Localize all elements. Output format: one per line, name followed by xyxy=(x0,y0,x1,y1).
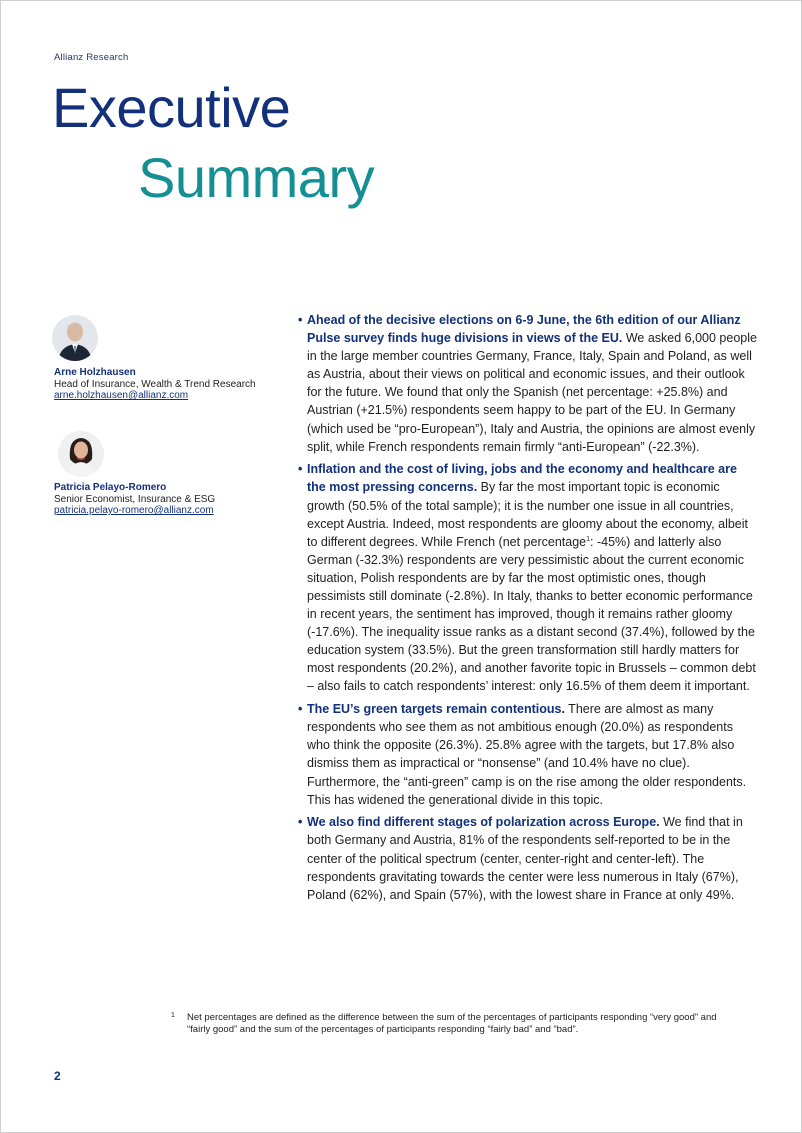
bullet-text-continued: : -45%) and latterly also German (-32.3%) respondents are very pessimistic about the current economic situation, Polish respondents are by far the most optimistic ones, though pessimists still dominate (-2.8%). In Italy, thanks to better economic performance in recent years, the sentiment has improved, though it remains rather gloomy (-17.6%). The inequality issue ranks as a distant second (37.4%), followed by the education system (33.5%). But the green transformation still hardly matters for most respondents (20.2%), and another favorite topic in Brussels – common debt – also fails to catch respondents’ interest: only 16.5% of them deem it important. xyxy=(307,534,756,694)
bullet-heading: The EU’s green targets remain contentious. xyxy=(307,702,565,717)
bullet-heading: Ahead of the decisive elections on 6-9 June, the 6th edition of our Allianz Pulse survey finds huge divisions in views of the EU. xyxy=(307,313,741,346)
bullet-text: There are almost as many respondents who see them as not ambitious enough (20.0%) as respondents who think the opposite (26.3%). 25.8% agree with the targets, but 17.8% also dismiss them as impractical or “nonsense” (and 10.4% have no clue). Furthermore, the “anti-green” camp is on the rise among the older respondents. This has widened the generational divide in this topic. xyxy=(307,702,747,807)
summary-bullet xyxy=(298,700,758,809)
author-block-1 xyxy=(54,367,274,402)
author-block-2 xyxy=(54,482,274,517)
summary-bullet xyxy=(298,460,758,695)
footnote-reference[interactable]: 1 xyxy=(586,535,591,543)
author-role: Head of Insurance, Wealth & Trend Research xyxy=(54,378,256,390)
bullet-text: We asked 6,000 people in the large member countries Germany, France, Italy, Spain and Poland, as well as Austria, about their views on political and economic issues, and their outlook for the future. We found that only the Spanish (net percentage: +25.8%) and Austrian (+21.5%) respondents seem happy to be part of the EU. In Germany (which used be “pro-European”), Italy and Austria, the opinions are almost evenly split, while French respondents remain firmly “anti-European” (-22.3%). xyxy=(307,331,757,454)
summary-content xyxy=(298,311,758,908)
bullet-heading: Inflation and the cost of living, jobs and the economy and healthcare are the most pressing concerns. xyxy=(307,462,737,495)
footnote-text: Net percentages are defined as the difference between the sum of the percentages of participants responding “very good” and “fairly good” and the sum of the percentages of participants responding “fairly bad” and “bad”. xyxy=(187,1012,717,1035)
title-executive: Executive xyxy=(52,76,291,139)
author-email-link[interactable]: patricia.pelayo-romero@allianz.com xyxy=(54,505,214,516)
summary-bullet xyxy=(298,813,758,903)
author-role: Senior Economist, Insurance & ESG xyxy=(54,493,216,505)
bullet-dot-icon: • xyxy=(298,815,303,830)
footnote xyxy=(171,1012,731,1036)
bullet-dot-icon: • xyxy=(298,313,303,327)
bullet-heading: We also find different stages of polarization across Europe. xyxy=(307,815,660,830)
bullet-dot-icon: • xyxy=(298,462,303,477)
author-email-link[interactable]: arne.holzhausen@allianz.com xyxy=(54,390,189,401)
header-label: Allianz Research xyxy=(54,52,129,63)
author-name: Patricia Pelayo-Romero xyxy=(54,482,167,493)
bullet-text: We find that in both Germany and Austria, 81% of the respondents self-reported to be in the center of the political spectrum (center, center-right and center-left). The respondents gravitating towards the center were less numerous in Italy (67%), Poland (62%), and Spain (57%), with the lowest share in France at only 49%. xyxy=(307,815,743,902)
footnote-mark: 1 xyxy=(171,1012,175,1019)
summary-bullet xyxy=(298,311,758,456)
bullet-dot-icon: • xyxy=(298,702,303,717)
bullet-text: By far the most important topic is economic growth (50.5% of the total sample); it is the number one issue in all countries, except Austria. Indeed, most respondents are gloomy about the economy, albeit to different degrees. While French (net percentage xyxy=(307,480,749,549)
avatar-patricia-pelayo-romero xyxy=(58,431,104,477)
author-name: Arne Holzhausen xyxy=(54,367,136,378)
page-number: 2 xyxy=(54,1069,61,1083)
title-summary: Summary xyxy=(138,146,375,209)
avatar-arne-holzhausen xyxy=(52,315,98,361)
